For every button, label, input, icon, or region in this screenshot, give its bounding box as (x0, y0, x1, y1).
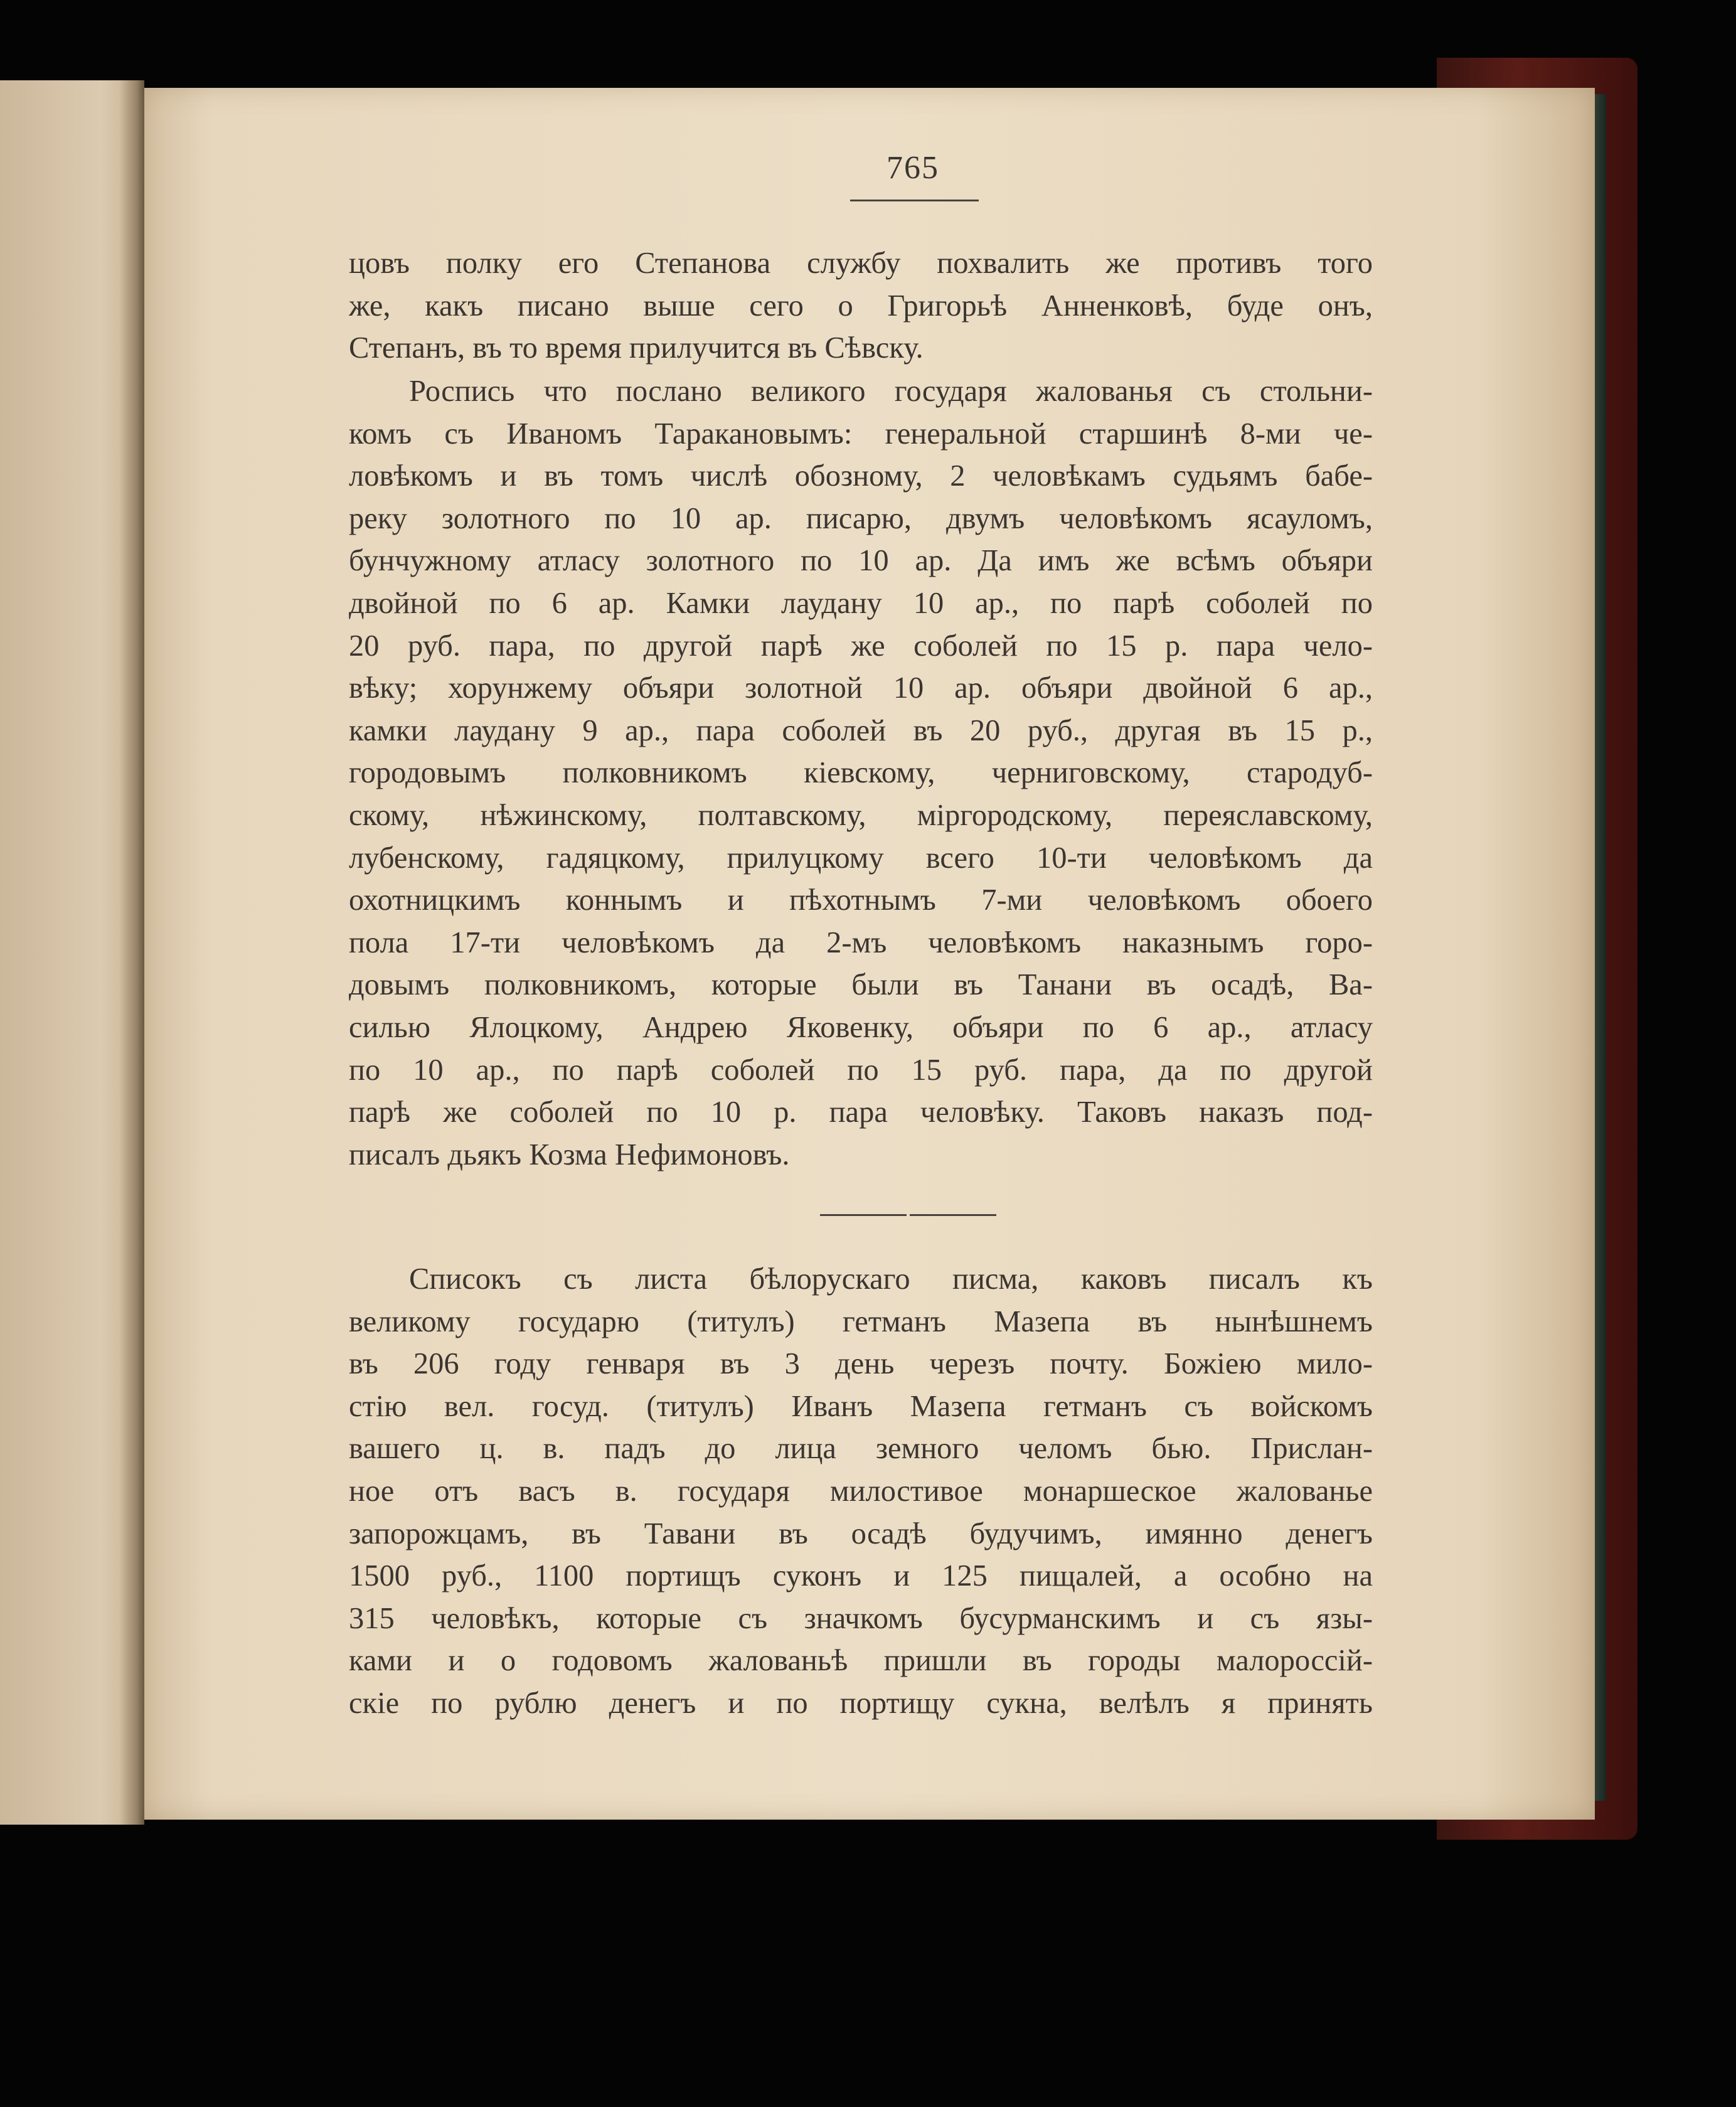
text-line: Списокъ съ листа бѣлорускаго писма, каковъ писалъ къ (409, 1262, 1373, 1296)
text-line: довымъ полковникомъ, которые были въ Танани въ осадѣ, Ва- (349, 968, 1373, 1002)
text-line: лубенскому, гадяцкому, прилуцкому всего 10-ти человѣкомъ да (349, 841, 1373, 875)
book-gutter (119, 80, 144, 1825)
text-line: Степанъ, въ то время прилучится въ Сѣвску. (349, 331, 924, 365)
text-line: писалъ дьякъ Козма Нефимоновъ. (349, 1138, 790, 1171)
section-divider (820, 1214, 907, 1216)
text-line: двойной по 6 ар. Камки лаудану 10 ар., по парѣ соболей по (349, 586, 1373, 620)
text-line: реку золотного по 10 ар. писарю, двумъ человѣкомъ ясауломъ, (349, 501, 1373, 535)
text-line: камки лаудану 9 ар., пара соболей въ 20 руб., другая въ 15 р., (349, 713, 1373, 747)
paragraph-3 (349, 1258, 1373, 1725)
text-line: Роспись что послано великого государя жалованья съ стольни- (409, 375, 1373, 408)
text-line: 20 руб. пара, по другой парѣ же соболей по 15 р. пара чело- (349, 629, 1373, 663)
text-line: комъ съ Иваномъ Таракановымъ: генеральной старшинѣ 8-ми че- (349, 417, 1373, 451)
text-line: пола 17-ти человѣкомъ да 2-мъ человѣкомъ наказнымъ горо- (349, 925, 1373, 959)
text-line: 1500 руб., 1100 портищъ суконъ и 125 пищалей, а особно на (349, 1559, 1373, 1593)
text-line: скому, нѣжинскому, полтавскому, міргородскому, переяславскому, (349, 798, 1373, 832)
text-line: парѣ же соболей по 10 р. пара человѣку. Таковъ наказъ под- (349, 1096, 1373, 1129)
text-line: силью Ялоцкому, Андрею Яковенку, объяри по 6 ар., атласу (349, 1010, 1373, 1044)
text-line: вашего ц. в. падъ до лица земного челомъ бью. Прислан- (349, 1432, 1373, 1466)
paragraph-1 (349, 242, 1373, 370)
page-number: 765 (887, 150, 939, 186)
page-number-rule (850, 200, 979, 201)
text-line: бунчужному атласу золотного по 10 ар. Да имъ же всѣмъ объяри (349, 544, 1373, 578)
paragraph-2 (349, 370, 1373, 1176)
text-line: вѣку; хорунжему объяри золотной 10 ар. объяри двойной 6 ар., (349, 671, 1373, 705)
text-line: скіе по рублю денегъ и по портищу сукна, велѣлъ я принять (349, 1686, 1373, 1720)
section-divider (910, 1214, 996, 1216)
text-line: великому государю (титулъ) гетманъ Мазепа въ нынѣшнемъ (349, 1304, 1373, 1338)
text-line: цовъ полку его Степанова службу похвалить же противъ того (349, 247, 1373, 280)
text-line: охотницкимъ коннымъ и пѣхотнымъ 7-ми человѣкомъ обоего (349, 883, 1373, 917)
text-line: ное отъ васъ в. государя милостивое монаршеское жалованье (349, 1474, 1373, 1508)
text-line: запорожцамъ, въ Тавани въ осадѣ будучимъ, имянно денегъ (349, 1517, 1373, 1550)
text-line: стію вел. госуд. (титулъ) Иванъ Мазепа гетманъ съ войскомъ (349, 1389, 1373, 1423)
text-line: городовымъ полковникомъ кіевскому, черниговскому, стародуб- (349, 756, 1373, 790)
text-line: по 10 ар., по парѣ соболей по 15 руб. пара, да по другой (349, 1053, 1373, 1087)
text-line: ками и о годовомъ жалованьѣ пришли въ городы малороссій- (349, 1644, 1373, 1678)
text-line: 315 человѣкъ, которые съ значкомъ бусурманскимъ и съ язы- (349, 1601, 1373, 1635)
text-line: въ 206 году генваря въ 3 день черезъ почту. Божіею мило- (349, 1347, 1373, 1381)
text-line: ловѣкомъ и въ томъ числѣ обозному, 2 человѣкамъ судьямъ бабе- (349, 459, 1373, 493)
text-line: же, какъ писано выше сего о Григорьѣ Анненковѣ, буде онъ, (349, 289, 1373, 323)
